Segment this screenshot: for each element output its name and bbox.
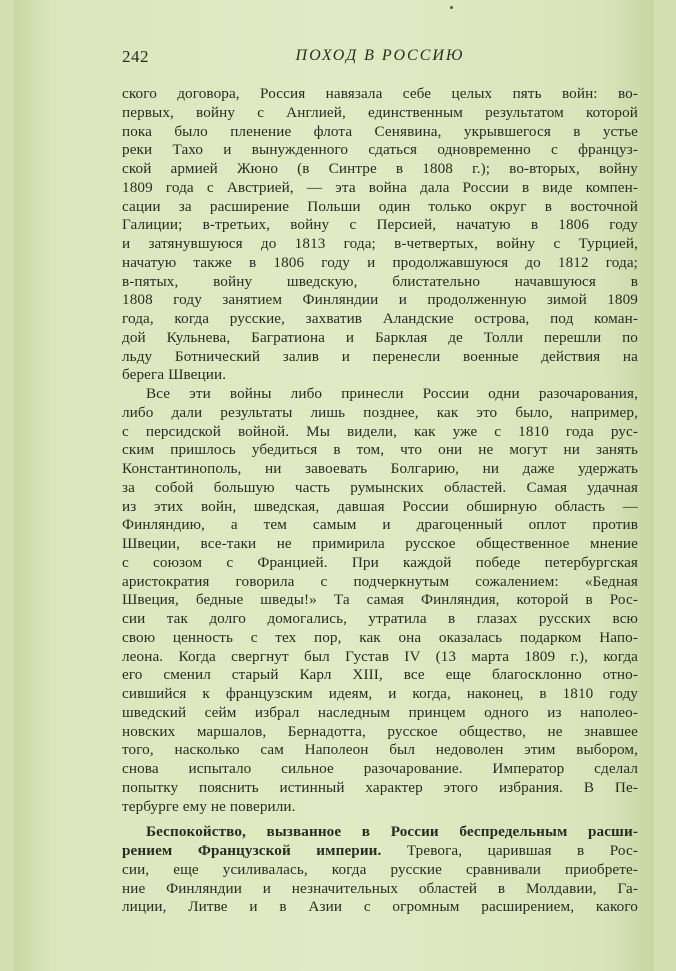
text-line: за собой большую часть румынских областей. Самая удачная	[122, 478, 638, 496]
text-line: дой Кульнева, Багратиона и Барклая де Толли перешли по	[122, 328, 638, 346]
paragraph-1	[122, 85, 638, 385]
text-line: того, насколько сам Наполеон был недоволен этим выбором,	[122, 741, 638, 759]
text-line: ской армией Жюно (в Синтре в 1808 г.); во-вторых, войну	[122, 160, 638, 177]
text-line: сии, еще усиливалась, когда русские сравнивали приобрете-	[122, 860, 638, 878]
text-line: берега Швеции.	[122, 366, 227, 384]
text-line: из этих войн, шведская, давшая России обширную область —	[122, 497, 638, 515]
text-line: 1809 года с Австрией, — эта война дала России в виде компен-	[122, 178, 638, 196]
running-head-title: ПОХОД В РОССИЮ	[295, 47, 465, 64]
text-line	[122, 823, 638, 842]
text-line: ние Финляндии и незначительных областей в Молдавии, Га-	[122, 879, 638, 897]
text-line: Швеции, все-таки не примирила русское общественное мнение	[122, 535, 638, 552]
text-line: 1808 году занятием Финляндии и продолженную зимой 1809	[122, 291, 638, 309]
text-line: свою ценность с тех пор, как она оказалась подарком Напо-	[122, 628, 638, 646]
text-line: с союзом с Францией. При каждой победе петербургская	[122, 553, 638, 571]
text-line: леона. Когда свергнут был Густав IV (13 марта 1809 г.), когда	[122, 647, 638, 665]
section-heading-part-2: рением Французской империи.	[122, 842, 382, 859]
speck	[450, 6, 453, 9]
page-number: 242	[122, 47, 149, 66]
text-line: года, когда русские, захватив Аландские острова, под коман-	[122, 310, 638, 327]
paragraph-2	[122, 385, 638, 816]
text-line: Все эти войны либо принесли России одни разочарования,	[146, 385, 638, 402]
text-line: в-пятых, войну шведскую, блистательно начавшуюся в	[122, 272, 638, 290]
text-line: лиции, Литве и в Азии с огромным расширением, какого	[122, 898, 638, 916]
text-line: ским пришлось убедиться в том, что они не могут ни занять	[122, 441, 638, 459]
text-line: и затянувшуюся до 1813 года; в-четвертых, войну с Турцией,	[122, 235, 638, 252]
text-run: Тревога, царившая в Рос-	[381, 842, 638, 859]
text-line: с персидской войной. Мы видели, как уже с 1810 года рус-	[122, 422, 638, 440]
text-line: тербурге ему не поверили.	[122, 797, 296, 815]
text-line: сившийся к французским идеям, и когда, наконец, в 1810 году	[122, 685, 638, 702]
text-line: его сменил старый Карл XIII, все еще благосклонно отно-	[122, 666, 638, 684]
text-line: сации за расширение Польши один только округ в восточной	[122, 197, 638, 215]
text-line: пока было пленение флота Сенявина, укрывшегося в устье	[122, 122, 638, 140]
text-line: Галиции; в-третьих, войну с Персией, начатую в 1806 году	[122, 216, 638, 234]
running-head	[122, 47, 638, 69]
text-line: начатую также в 1806 году и продолжавшуюся до 1812 года;	[122, 253, 638, 271]
text-line: шведский сейм избрал наследным принцем одного из наполео-	[122, 703, 638, 721]
text-line: первых, войну с Англией, единственным результатом которой	[122, 103, 638, 121]
text-line: ского договора, Россия навязала себе целых пять войн: во-	[122, 85, 638, 102]
text-line: реки Тахо и вынужденного сдаться одновременно с француз-	[122, 141, 638, 159]
text-line: Константинополь, ни завоевать Болгарию, ни даже удержать	[122, 460, 638, 477]
text-line: льду Ботнический залив и перенесли военные действия на	[122, 347, 638, 365]
text-line	[122, 842, 638, 861]
body-text	[122, 85, 638, 917]
paragraph-gap	[122, 816, 638, 823]
text-line: новских маршалов, Бернадотта, русское общество, не знавшее	[122, 722, 638, 740]
book-page	[14, 0, 654, 971]
text-line: снова испытало сильное разочарование. Император сделал	[122, 760, 638, 777]
text-line: сии так долго домогались, утратила в глазах русских всю	[122, 610, 638, 627]
paragraph-3	[122, 823, 638, 917]
text-line: аристократия говорила с подчеркнутым сожалением: «Бедная	[122, 572, 638, 590]
section-heading-part-1: Беспокойство, вызванное в России беспредельным расши-	[146, 823, 638, 841]
text-line: либо дали результаты лишь позднее, как это было, например,	[122, 403, 638, 421]
text-line: Швеция, бедные шведы!» Та самая Финляндия, которой в Рос-	[122, 591, 638, 609]
text-line: Финляндию, а тем самым и драгоценный оплот против	[122, 516, 638, 534]
text-line: попытку пояснить истинный характер этого избрания. В Пе-	[122, 778, 638, 796]
